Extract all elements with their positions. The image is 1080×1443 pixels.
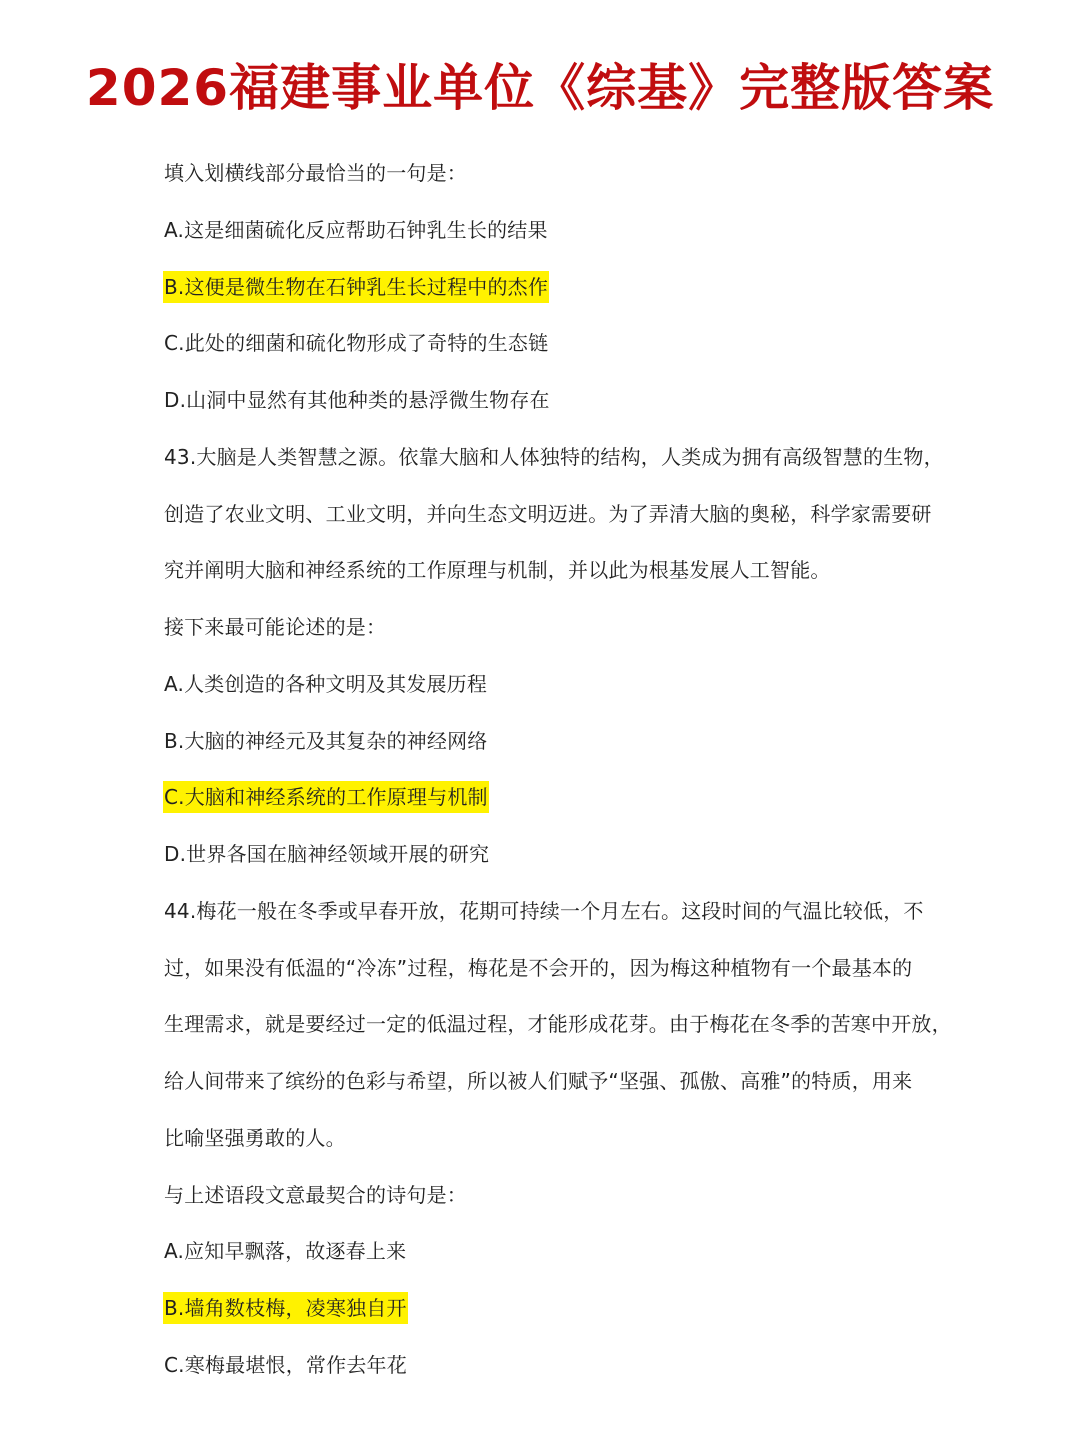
- line-text: B.墙角数枝梅，凌寒独自开: [163, 1292, 408, 1324]
- text-line: [163, 210, 923, 267]
- line-text: 比喻坚强勇敢的人。: [164, 1125, 346, 1150]
- text-line: [163, 550, 923, 607]
- line-text: 给人间带来了缤纷的色彩与希望，所以被人们赋予“坚强、孤傲、高雅”的特质，用来: [164, 1069, 913, 1093]
- line-text: 过，如果没有低温的“冷冻”过程，梅花是不会开的，因为梅这种植物有一个最基本的: [164, 955, 913, 980]
- text-line: [163, 153, 923, 210]
- line-text: B.大脑的神经元及其复杂的神经网络: [164, 728, 488, 753]
- text-line: [163, 323, 923, 380]
- line-text: 究并阐明大脑和神经系统的工作原理与机制，并以此为根基发展人工智能。: [164, 558, 831, 583]
- line-text: 与上述语段文意最契合的诗句是：: [164, 1182, 467, 1207]
- text-line: [163, 1345, 923, 1402]
- document-body: [163, 153, 952, 1402]
- line-text: C.此处的细菌和硫化物形成了奇特的生态链: [164, 331, 549, 356]
- line-text: C.寒梅最堪恨，常作去年花: [164, 1352, 407, 1377]
- line-text: B.这便是微生物在石钟乳生长过程中的杰作: [163, 271, 549, 303]
- line-text: 填入划横线部分最恰当的一句是：: [164, 161, 467, 185]
- text-line: [163, 494, 932, 551]
- text-line: [163, 607, 923, 664]
- text-line: [163, 891, 923, 948]
- text-line: [163, 1118, 923, 1175]
- text-line: [163, 1061, 923, 1118]
- text-line: [163, 721, 923, 778]
- line-text: D.山洞中显然有其他种类的悬浮微生物存在: [164, 388, 550, 412]
- page-title: 2026福建事业单位《综基》完整版答案: [85, 59, 995, 117]
- highlighted-answer-line: [163, 1288, 923, 1345]
- line-text: 44.梅花一般在冬季或早春开放，花期可持续一个月左右。这段时间的气温比较低，不: [164, 898, 924, 923]
- highlighted-answer-line: [163, 267, 923, 324]
- highlighted-answer-line: [163, 777, 923, 834]
- text-line: [163, 437, 944, 494]
- line-text: A.人类创造的各种文明及其发展历程: [164, 671, 488, 696]
- line-text: 接下来最可能论述的是：: [164, 615, 387, 639]
- line-text: 创造了农业文明、工业文明，并向生态文明迈进。为了弄清大脑的奥秘，科学家需要研: [164, 501, 932, 526]
- line-text: 生理需求，就是要经过一定的低温过程，才能形成花芽。由于梅花在冬季的苦寒中开放，: [164, 1012, 952, 1037]
- text-line: [163, 664, 923, 721]
- text-line: [163, 1175, 923, 1232]
- line-text: D.世界各国在脑神经领域开展的研究: [164, 842, 490, 866]
- text-line: [163, 1231, 923, 1288]
- line-text: C.大脑和神经系统的工作原理与机制: [163, 781, 489, 813]
- text-line: [163, 1004, 952, 1061]
- text-line: [163, 380, 923, 437]
- line-text: 43.大脑是人类智慧之源。依靠大脑和人体独特的结构，人类成为拥有高级智慧的生物，: [164, 444, 944, 469]
- text-line: [163, 948, 923, 1005]
- line-text: A.应知早飘落，故逐春上来: [164, 1239, 407, 1264]
- line-text: A.这是细菌硫化反应帮助石钟乳生长的结果: [164, 217, 548, 242]
- text-line: [163, 834, 923, 891]
